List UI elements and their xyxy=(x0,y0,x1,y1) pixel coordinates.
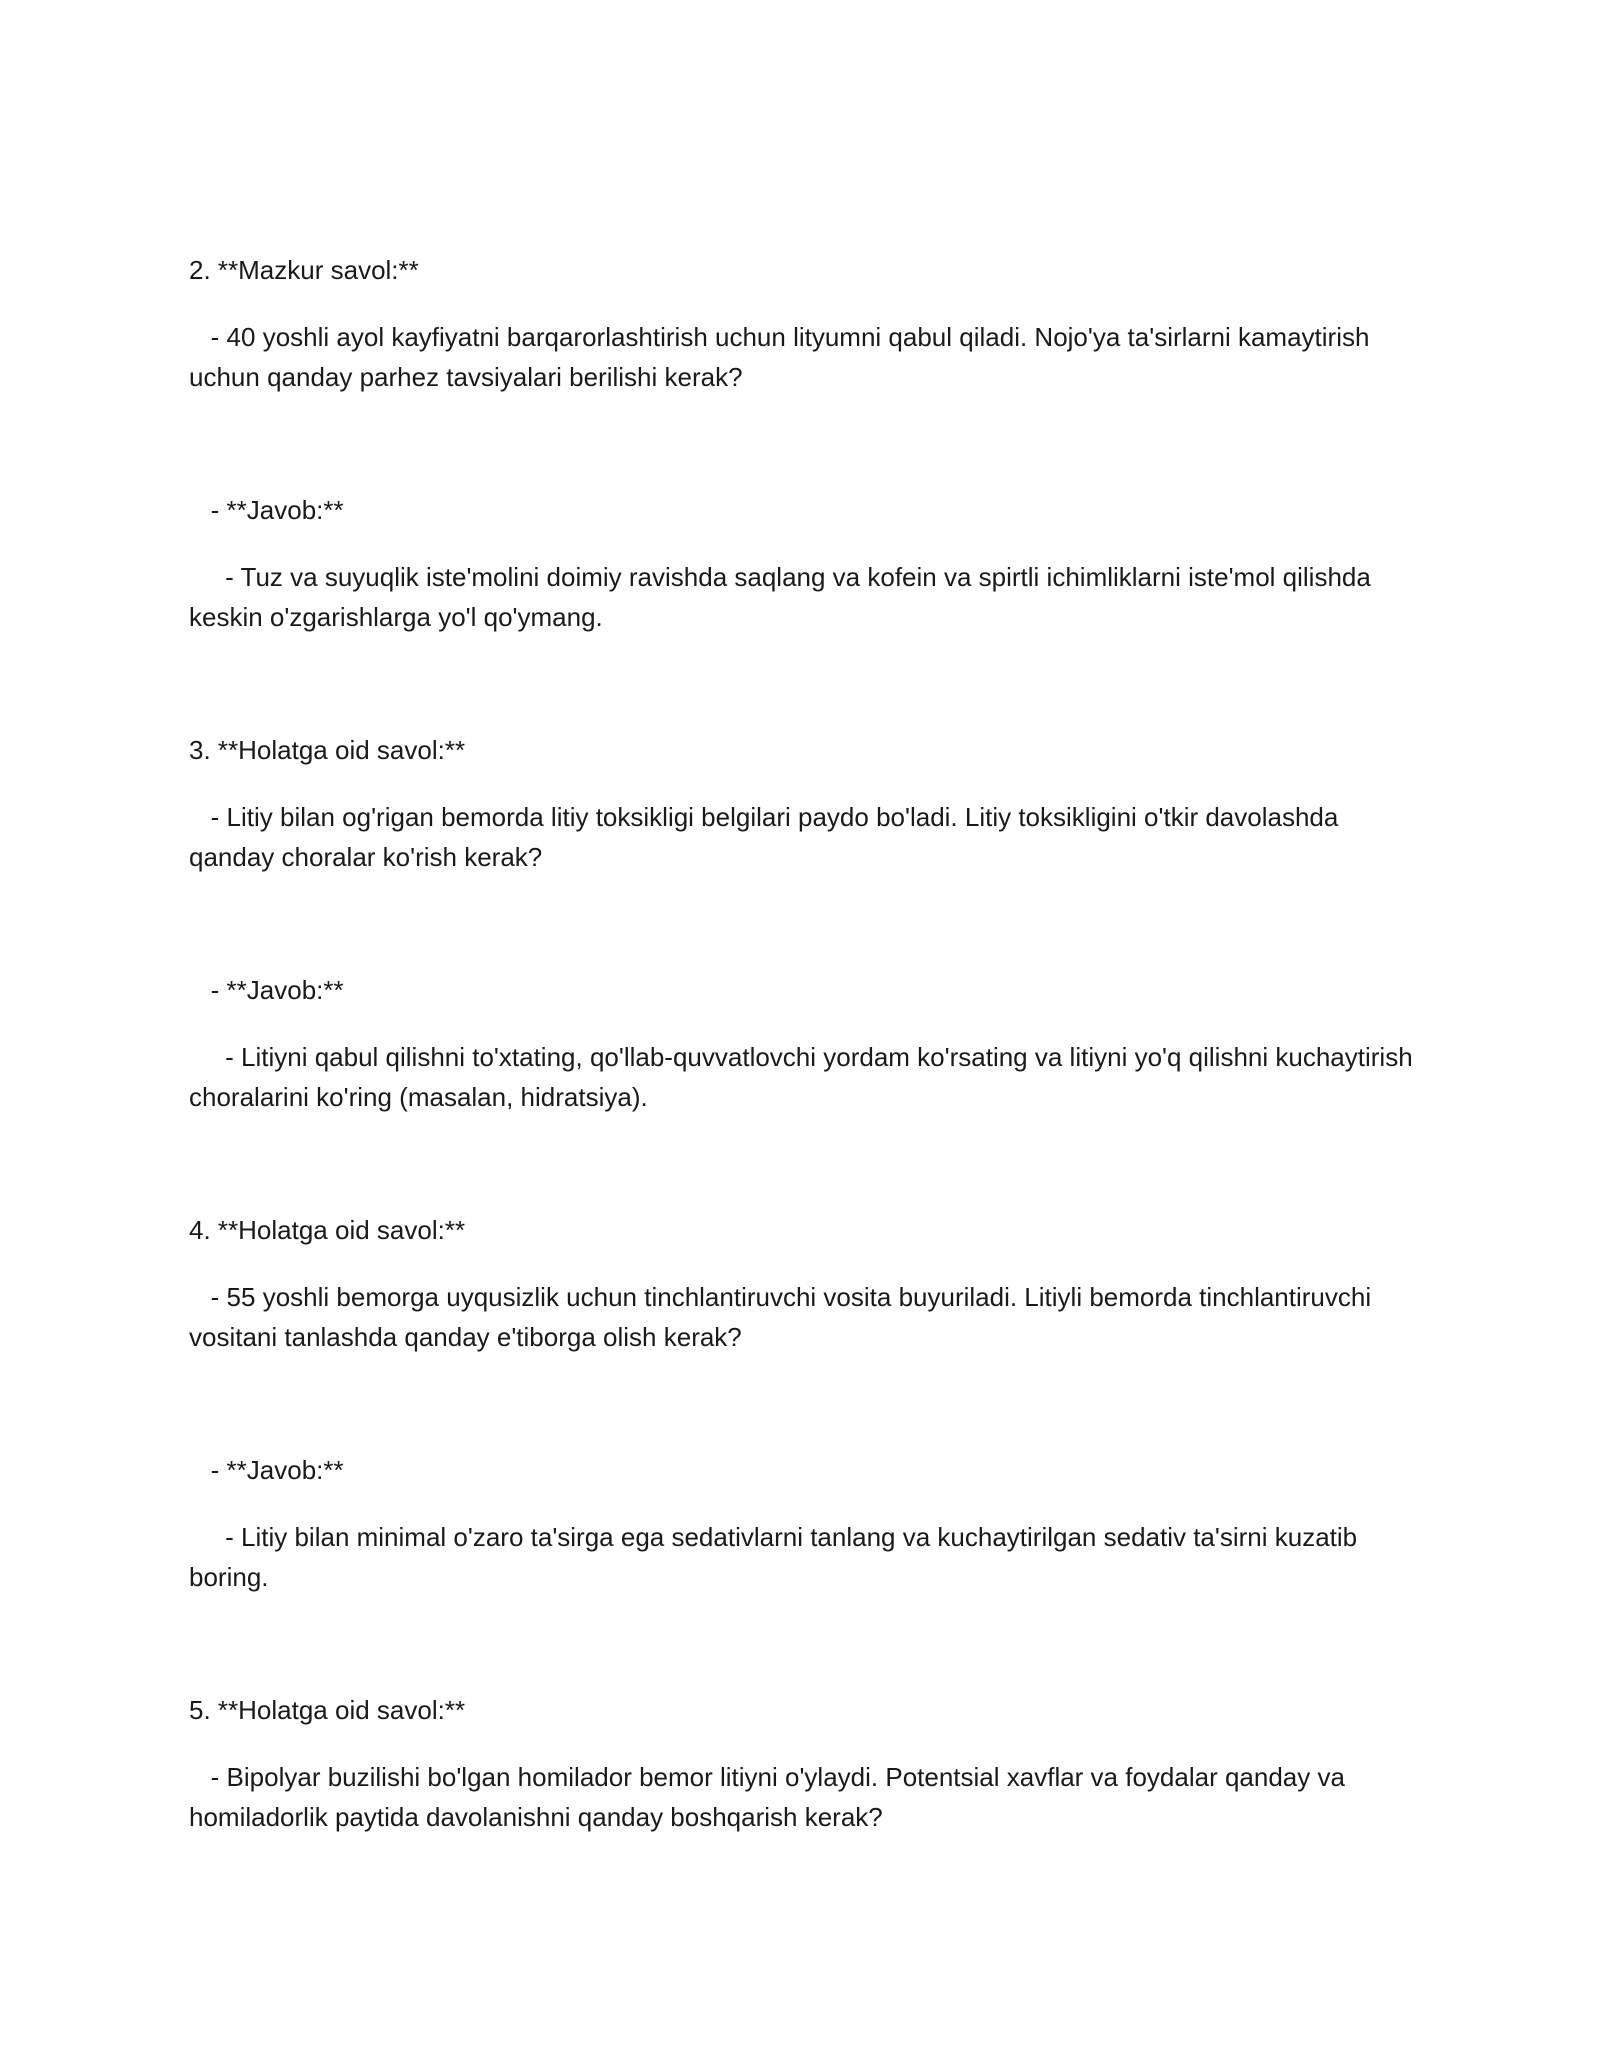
question-heading: 3. **Holatga oid savol:** xyxy=(189,735,466,765)
answer-heading: - **Javob:** xyxy=(189,975,344,1005)
answer-heading: - **Javob:** xyxy=(189,495,344,525)
answer-text: - Litiyni qabul qilishni to'xtating, qo'llab-quvvatlovchi yordam ko'rsating va litiyni yo'q qilishni kuchaytirish choralarini ko'ring (masalan, hidratsiya). xyxy=(189,1042,1420,1112)
question-text: - Litiy bilan og'rigan bemorda litiy toksikligi belgilari paydo bo'ladi. Litiy toksikligini o'tkir davolashda qanday choralar ko'rish kerak? xyxy=(189,802,1346,872)
question-text: - Bipolyar buzilishi bo'lgan homilador bemor litiyni o'ylaydi. Potentsial xavflar va foydalar qanday va homiladorlik paytida davolanishni qanday boshqarish kerak? xyxy=(189,1762,1353,1832)
question-text: - 55 yoshli bemorga uyqusizlik uchun tinchlantiruvchi vosita buyuriladi. Litiyli bemorda tinchlantiruvchi vositani tanlashda qanday e'tiborga olish kerak? xyxy=(189,1282,1379,1352)
document-content xyxy=(189,250,1419,1930)
question-heading: 4. **Holatga oid savol:** xyxy=(189,1215,466,1245)
answer-text: - Tuz va suyuqlik iste'molini doimiy ravishda saqlang va kofein va spirtli ichimliklarni iste'mol qilishda keskin o'zgarishlarga yo'l qo'ymang. xyxy=(189,562,1379,632)
question-heading: 2. **Mazkur savol:** xyxy=(189,255,419,285)
question-heading: 5. **Holatga oid savol:** xyxy=(189,1695,466,1725)
question-text: - 40 yoshli ayol kayfiyatni barqarorlashtirish uchun lityumni qabul qiladi. Nojo'ya ta'sirlarni kamaytirish uchun qanday parhez tavsiyalari berilishi kerak? xyxy=(189,322,1377,392)
answer-text: - Litiy bilan minimal o'zaro ta'sirga ega sedativlarni tanlang va kuchaytirilgan sedativ ta'sirni kuzatib boring. xyxy=(189,1522,1365,1592)
answer-heading: - **Javob:** xyxy=(189,1455,344,1485)
